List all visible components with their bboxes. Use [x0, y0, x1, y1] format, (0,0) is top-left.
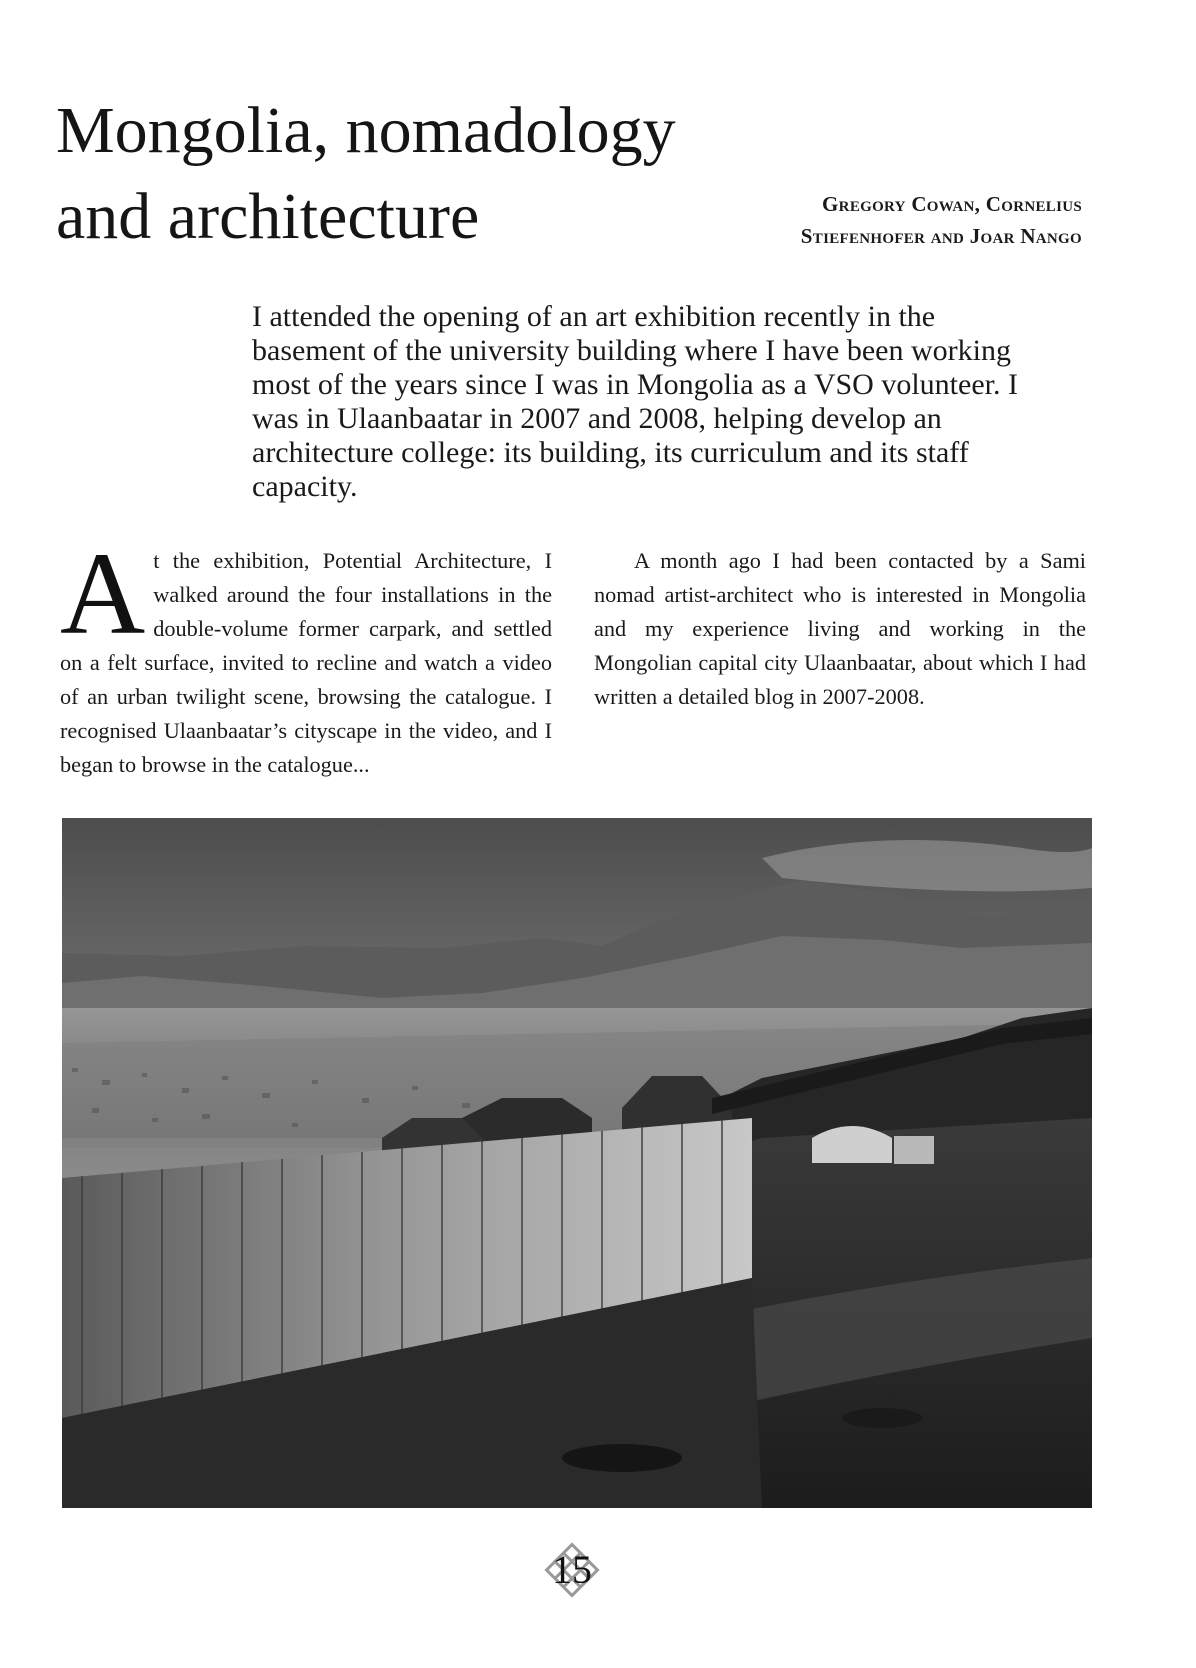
authors-line-2: Stiefenhofer and Joar Nango: [800, 224, 1082, 248]
body-column-left: [60, 528, 552, 782]
body-column-right: A month ago I had been contacted by a Sami nomad artist-architect who is interested in Mongolia and my experience living and working in the Mongolian capital city Ulaanbaatar, about which I had written a detailed blog in 2007-2008.: [594, 548, 1086, 709]
body-column-left-text: t the exhibition, Potential Architecture, I walked around the four installations in the double-volume former carpark, and settled on a felt surface, invited to recline and watch a video of an urban twilight scene, browsing the catalogue. I recognised Ulaanbaatar’s cityscape in the video, and I began to browse in the catalogue...: [60, 548, 552, 777]
page-number-label: 15: [552, 1547, 592, 1592]
title-line-1: Mongolia, nomadology: [56, 94, 676, 167]
article-authors: [801, 188, 1082, 252]
article-title: [56, 88, 816, 260]
drop-cap: A: [60, 528, 146, 659]
intro-paragraph: I attended the opening of an art exhibition recently in the basement of the university building where I have been working most of the years since I was in Mongolia as a VSO volunteer. I was in Ulaanbaatar in 2007 and 2008, helping develop an architecture college: its building, its curriculum and its staff capacity.: [252, 300, 1018, 503]
page-number: [540, 1538, 604, 1602]
title-line-2: and architecture: [56, 180, 480, 253]
authors-line-1: Gregory Cowan, Cornelius: [822, 192, 1082, 216]
landscape-photo: [62, 818, 1092, 1508]
